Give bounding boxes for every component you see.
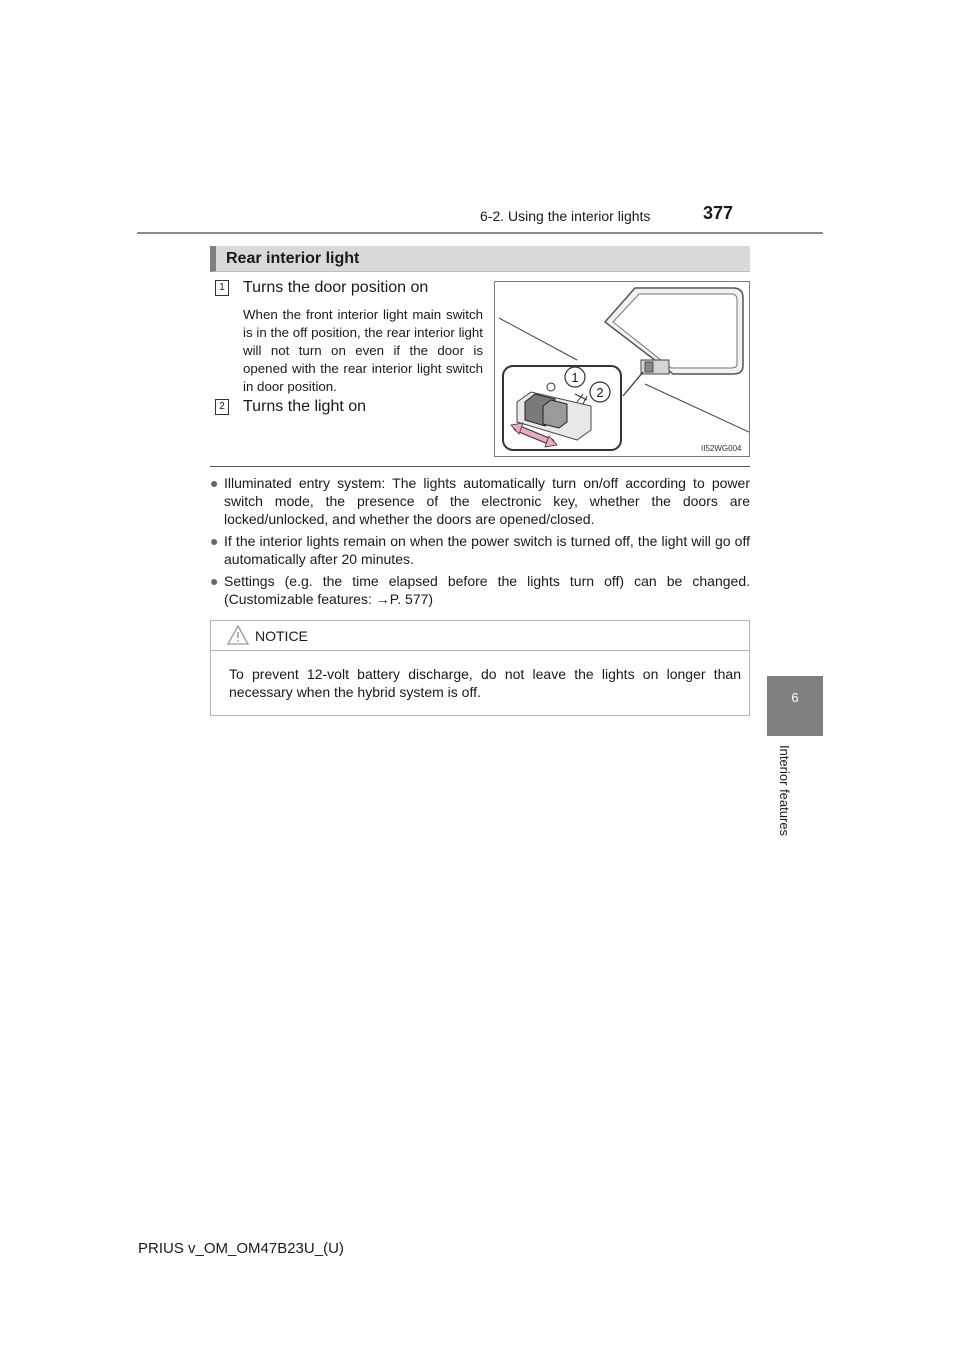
chapter-tab bbox=[767, 676, 823, 736]
bullet-list bbox=[210, 474, 750, 612]
bullet-dot-icon: ● bbox=[210, 573, 219, 589]
notice-text: To prevent 12-volt battery discharge, do not leave the lights on longer than necessary when the hybrid system is off. bbox=[229, 666, 741, 700]
item-number-1: 1 bbox=[215, 280, 229, 296]
section-divider bbox=[210, 466, 750, 467]
notice-label: NOTICE bbox=[255, 628, 308, 644]
item-number-2: 2 bbox=[215, 399, 229, 415]
bullet-dot-icon: ● bbox=[210, 475, 219, 491]
chapter-tab-number: 6 bbox=[791, 690, 799, 705]
notice-header bbox=[211, 621, 749, 651]
rear-light-illustration bbox=[495, 282, 749, 456]
bullet-text: If the interior lights remain on when the power switch is turned off, the light will go off automatically after 20 minutes. bbox=[224, 533, 750, 567]
callout-2: 2 bbox=[596, 385, 604, 400]
bullet-text: Illuminated entry system: The lights automatically turn on/off according to power switch mode, the presence of the electronic key, whether the doors are locked/unlocked, and whether the doors are opened/closed. bbox=[224, 475, 750, 527]
figure-code: II52WG004 bbox=[701, 444, 742, 453]
document-code: PRIUS v_OM_OM47B23U_(U) bbox=[138, 1240, 344, 1257]
bullet-dot-icon: ● bbox=[210, 533, 219, 549]
callout-1: 1 bbox=[571, 370, 579, 385]
section-heading-bar bbox=[210, 246, 750, 272]
section-title: Rear interior light bbox=[226, 250, 360, 267]
header-section-title: 6-2. Using the interior lights bbox=[480, 208, 651, 224]
item-title-1: Turns the door position on bbox=[243, 279, 429, 296]
warning-triangle-icon bbox=[227, 625, 249, 645]
notice-box bbox=[210, 620, 750, 716]
item-title-2: Turns the light on bbox=[243, 398, 367, 415]
bullet-text: Settings (e.g. the time elapsed before the lights turn off) can be changed. (Customizable features: →P. 577) bbox=[224, 573, 750, 607]
bullet-item bbox=[210, 532, 750, 568]
bullet-item bbox=[210, 572, 750, 608]
bullet-item bbox=[210, 474, 750, 528]
header-rule bbox=[137, 232, 823, 234]
page-number: 377 bbox=[703, 203, 734, 223]
item-description-1: When the front interior light main switch is in the off position, the rear interior light will not turn on even if the door is opened with the rear interior light switch in door position. bbox=[243, 307, 483, 394]
chapter-tab-label: Interior features bbox=[777, 745, 792, 837]
illustration-frame bbox=[494, 281, 750, 457]
